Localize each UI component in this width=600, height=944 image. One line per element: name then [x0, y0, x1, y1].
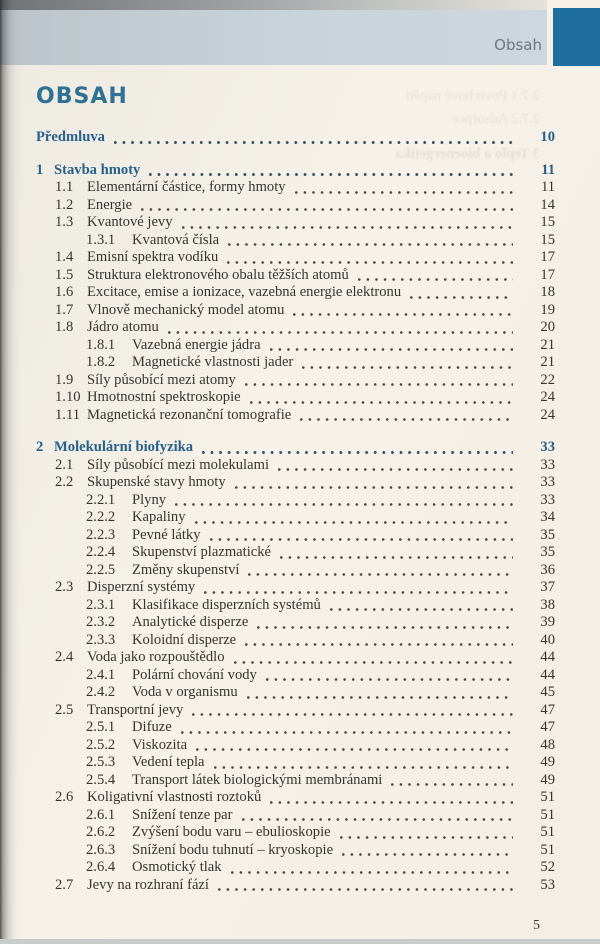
toc-entry-number: 2.2.1: [86, 491, 116, 508]
leader-dots: [227, 261, 513, 264]
toc-entry-label: Energie: [87, 196, 133, 213]
toc-entry: [36, 737, 555, 755]
toc-entry-label: Hmotnostní spektroskopie: [87, 389, 241, 405]
toc-entry-number: 2.2.3: [86, 526, 116, 543]
toc-entry-number: 1.8.1: [86, 336, 116, 353]
toc-entry-label: Změny skupenství: [132, 561, 240, 578]
toc-entry-label: Transport látek biologickými membránami: [132, 771, 383, 788]
toc-entry-label: Jádro atomu: [87, 319, 159, 335]
leader-dots: [182, 226, 513, 229]
toc-entry-page: 35: [540, 526, 555, 543]
toc-entry-number: 1.8: [55, 319, 74, 335]
toc-entry-number: 2.3.3: [86, 631, 116, 648]
toc-entry-number: 2.7: [55, 876, 74, 893]
chapter-tab-square: [553, 8, 600, 66]
toc-entry-label: Elementární částice, formy hmoty: [87, 179, 286, 195]
leader-dots: [235, 486, 513, 489]
toc-entry-page: 11: [540, 179, 555, 195]
page-bottom-edge: [0, 939, 600, 944]
toc-entry-page: 17: [540, 249, 555, 265]
leader-dots: [342, 853, 513, 856]
toc-entry-page: 52: [540, 859, 555, 875]
toc-entry-number: 2.6.4: [86, 859, 116, 875]
leader-dots: [300, 418, 513, 421]
leader-dots: [141, 208, 513, 211]
toc-entry: [36, 267, 555, 285]
leader-dots: [293, 313, 513, 316]
page-top-edge: [0, 0, 547, 10]
leader-dots: [302, 366, 513, 369]
toc-entry-label: Struktura elektronového obalu těžších atomů: [87, 266, 349, 283]
toc-entry-number: 2.3: [55, 579, 74, 595]
leader-dots: [210, 538, 514, 541]
toc-entry-label: Stavba hmoty: [54, 161, 141, 178]
toc-entry-number: 2.2: [55, 474, 74, 490]
toc-entry-page: 51: [540, 789, 555, 805]
leader-dots: [266, 678, 513, 681]
toc-entry-label: Voda v organismu: [132, 684, 238, 700]
toc-entry: [36, 702, 555, 720]
toc-entry: [36, 579, 555, 597]
leader-dots: [218, 888, 513, 891]
toc-entry: [36, 162, 555, 180]
toc-entry: [36, 197, 555, 215]
running-header: Obsah: [494, 36, 542, 54]
toc-entry-label: Koloidní disperze: [132, 631, 237, 648]
toc-entry-number: 2.5: [55, 701, 74, 718]
toc-entry-number: 1.7: [55, 301, 74, 318]
leader-dots: [257, 626, 513, 629]
toc-entry-page: 44: [540, 649, 555, 665]
toc-entry-page: 18: [540, 284, 555, 300]
toc-entry-label: Koligativní vlastnosti roztoků: [87, 789, 262, 805]
toc-entry-number: 2.3.2: [86, 614, 116, 630]
toc-entry-page: 15: [540, 231, 555, 248]
toc-entry-page: 51: [540, 824, 555, 840]
toc-entry: [36, 179, 555, 197]
toc-entry-page: 24: [540, 389, 555, 405]
toc-entry-number: 2.4.1: [86, 666, 116, 683]
toc-entry-number: 2.5.3: [86, 754, 116, 770]
toc-entry-page: 47: [540, 719, 555, 735]
toc-entry-number: 1.10: [55, 389, 81, 405]
leader-dots: [114, 141, 513, 144]
toc-entry: [36, 232, 555, 250]
toc-entry-page: 35: [540, 544, 555, 560]
toc-entry-number: 2.5.2: [86, 736, 116, 753]
toc-entry-number: 2.4: [55, 649, 74, 665]
toc-entry: [36, 214, 555, 232]
toc-entry-page: 33: [540, 491, 555, 508]
toc-entry-page: 51: [540, 806, 555, 823]
toc-entry-label: Předmluva: [36, 129, 105, 145]
toc-entry-label: Síly působící mezi molekulami: [87, 456, 269, 473]
toc-entry-number: 1.4: [55, 249, 74, 265]
toc-entry-label: Pevné látky: [132, 526, 201, 543]
leader-dots: [196, 748, 513, 751]
toc-entry-page: 36: [540, 561, 555, 578]
toc-entry-page: 19: [540, 301, 555, 318]
toc-entry-number: 2: [36, 439, 44, 455]
toc-entry-label: Kvantová čísla: [132, 231, 220, 248]
toc-entry-page: 53: [540, 876, 555, 893]
toc-entry-number: 2.5.4: [86, 771, 116, 788]
bleedthrough-line: 3 Teplo a bioenergetika: [395, 146, 540, 162]
toc-entry-page: 24: [540, 406, 555, 423]
toc-entry-label: Excitace, emise a ionizace, vazebná energie elektronu: [87, 284, 402, 300]
leader-dots: [214, 766, 513, 769]
toc-entry: [36, 319, 555, 337]
toc-entry-page: 44: [540, 666, 555, 683]
toc-entry-number: 1.9: [55, 371, 74, 388]
toc-entry: [36, 877, 555, 895]
toc-entry-label: Klasifikace disperzních systémů: [132, 596, 321, 613]
toc-entry: [36, 807, 555, 825]
toc-entry: [36, 842, 555, 860]
leader-dots: [168, 331, 513, 334]
leader-dots: [250, 401, 513, 404]
toc-entry-page: 11: [541, 161, 555, 178]
toc-entry-label: Vlnově mechanický model atomu: [87, 301, 285, 318]
toc-entry: [36, 439, 555, 457]
leader-dots: [248, 573, 513, 576]
leader-dots: [247, 696, 513, 699]
toc-entry-label: Plyny: [132, 491, 167, 508]
toc-entry-number: 2.2.2: [86, 509, 116, 525]
toc-entry: [36, 249, 555, 267]
toc-entry-number: 2.6.3: [86, 841, 116, 858]
toc-entry-label: Magnetické vlastnosti jader: [132, 354, 294, 370]
toc-entry: [36, 527, 555, 545]
toc-entry-label: Transportní jevy: [87, 701, 184, 718]
toc-entry-label: Kapaliny: [132, 509, 186, 525]
toc-entry: [36, 754, 555, 772]
toc-entry: [36, 407, 555, 425]
toc-entry-page: 10: [540, 129, 555, 145]
table-of-contents: [36, 129, 555, 894]
toc-entry-number: 2.5.1: [86, 719, 116, 735]
leader-dots: [195, 521, 514, 524]
toc-entry-label: Magnetická rezonanční tomografie: [87, 406, 292, 423]
toc-entry-number: 1.5: [55, 266, 74, 283]
toc-entry-number: 1.6: [55, 284, 74, 300]
toc-entry-label: Jevy na rozhraní fází: [87, 876, 209, 893]
page-title: OBSAH: [36, 84, 128, 109]
toc-entry: [36, 789, 555, 807]
toc-entry-page: 37: [540, 579, 555, 595]
toc-entry: [36, 859, 555, 877]
toc-entry-number: 1.8.2: [86, 354, 116, 370]
toc-entry-label: Vazebná energie jádra: [132, 336, 261, 353]
toc-entry-page: 51: [540, 841, 555, 858]
toc-entry: [36, 509, 555, 527]
leader-dots: [204, 591, 513, 594]
toc-entry-number: 1.11: [55, 406, 80, 423]
toc-entry: [36, 667, 555, 685]
toc-entry-label: Síly působící mezi atomy: [87, 371, 236, 388]
toc-entry: [36, 457, 555, 475]
toc-entry-page: 39: [540, 614, 555, 630]
toc-entry-number: 2.3.1: [86, 596, 116, 613]
toc-entry-label: Vedení tepla: [132, 754, 205, 770]
toc-entry: [36, 337, 555, 355]
toc-entry-page: 21: [540, 336, 555, 353]
leader-dots: [228, 243, 513, 246]
leader-dots: [410, 296, 513, 299]
toc-entry: [36, 614, 555, 632]
toc-entry: [36, 492, 555, 510]
leader-dots: [175, 503, 513, 506]
toc-entry-label: Zvýšení bodu varu – ebulioskopie: [132, 824, 331, 840]
toc-entry: [36, 354, 555, 372]
toc-entry-page: 15: [540, 214, 555, 230]
toc-entry-page: 47: [540, 701, 555, 718]
toc-entry-label: Analytické disperze: [132, 614, 249, 630]
toc-entry: [36, 474, 555, 492]
toc-entry-number: 2.6: [55, 789, 74, 805]
toc-entry-number: 2.2.5: [86, 561, 116, 578]
toc-entry-number: 1.1: [55, 179, 74, 195]
toc-entry-page: 17: [540, 266, 555, 283]
leader-dots: [270, 801, 513, 804]
toc-entry-label: Skupenské stavy hmoty: [87, 474, 226, 490]
leader-dots: [295, 191, 513, 194]
toc-entry-number: 1.2: [55, 196, 74, 213]
toc-entry-label: Viskozita: [132, 736, 188, 753]
left-gutter-shadow: [0, 0, 22, 944]
toc-entry: [36, 597, 555, 615]
toc-entry-label: Skupenství plazmatické: [132, 544, 272, 560]
leader-dots: [245, 643, 513, 646]
toc-entry-page: 34: [540, 509, 555, 525]
leader-dots: [149, 173, 513, 176]
toc-entry-number: 1.3.1: [86, 231, 116, 248]
page-number: 5: [533, 918, 540, 933]
toc-entry-page: 38: [540, 596, 555, 613]
toc-entry: [36, 649, 555, 667]
toc-entry-label: Voda jako rozpouštědlo: [87, 649, 225, 665]
toc-entry-page: 22: [540, 371, 555, 388]
toc-entry-label: Difuze: [132, 719, 172, 735]
toc-entry: [36, 389, 555, 407]
toc-entry-number: 2.6.2: [86, 824, 116, 840]
leader-dots: [330, 608, 513, 611]
toc-entry-label: Disperzní systémy: [87, 579, 196, 595]
leader-dots: [192, 713, 513, 716]
toc-entry: [36, 372, 555, 390]
toc-entry-page: 45: [540, 684, 555, 700]
toc-entry-page: 33: [540, 439, 555, 455]
bleedthrough-line: 2.7.2 Adsorpce: [452, 111, 540, 127]
toc-entry-page: 33: [540, 456, 555, 473]
leader-dots: [280, 556, 513, 559]
toc-entry-label: Kvantové jevy: [87, 214, 173, 230]
leader-dots: [202, 451, 513, 454]
toc-entry: [36, 824, 555, 842]
toc-entry: [36, 719, 555, 737]
toc-entry-label: Snížení bodu tuhnutí – kryoskopie: [132, 841, 334, 858]
toc-entry: [36, 129, 555, 147]
toc-entry-number: 2.4.2: [86, 684, 116, 700]
toc-entry-number: 2.6.1: [86, 806, 116, 823]
leader-dots: [234, 661, 513, 664]
toc-entry-label: Molekulární biofyzika: [54, 439, 194, 455]
leader-dots: [270, 348, 513, 351]
toc-entry-label: Snížení tenze par: [132, 806, 233, 823]
toc-entry: [36, 284, 555, 302]
toc-entry-page: 14: [540, 196, 555, 213]
toc-entry-label: Osmotický tlak: [132, 859, 222, 875]
toc-entry-number: 2.1: [55, 456, 74, 473]
toc-entry-label: Polární chování vody: [132, 666, 257, 683]
running-header-band: [0, 10, 547, 65]
toc-entry-page: 20: [540, 319, 555, 335]
leader-dots: [358, 278, 513, 281]
toc-entry: [36, 302, 555, 320]
toc-entry-page: 49: [540, 771, 555, 788]
leader-dots: [245, 383, 513, 386]
toc-entry-label: Emisní spektra vodíku: [87, 249, 219, 265]
toc-entry-number: 1: [36, 161, 44, 178]
toc-entry-number: 2.2.4: [86, 544, 116, 560]
toc-entry: [36, 544, 555, 562]
leader-dots: [242, 818, 514, 821]
toc-entry-page: 21: [540, 354, 555, 370]
toc-entry: [36, 632, 555, 650]
leader-dots: [340, 836, 513, 839]
toc-entry-page: 48: [540, 736, 555, 753]
leader-dots: [181, 731, 513, 734]
toc-entry-page: 33: [540, 474, 555, 490]
toc-entry: [36, 772, 555, 790]
toc-entry-page: 40: [540, 631, 555, 648]
leader-dots: [278, 468, 513, 471]
leader-dots: [391, 783, 513, 786]
toc-entry-page: 49: [540, 754, 555, 770]
leader-dots: [231, 871, 513, 874]
toc-entry: [36, 562, 555, 580]
toc-entry-number: 1.3: [55, 214, 74, 230]
bleedthrough-line: 2.7.1 Povrchové napětí: [405, 88, 540, 104]
toc-entry: [36, 684, 555, 702]
